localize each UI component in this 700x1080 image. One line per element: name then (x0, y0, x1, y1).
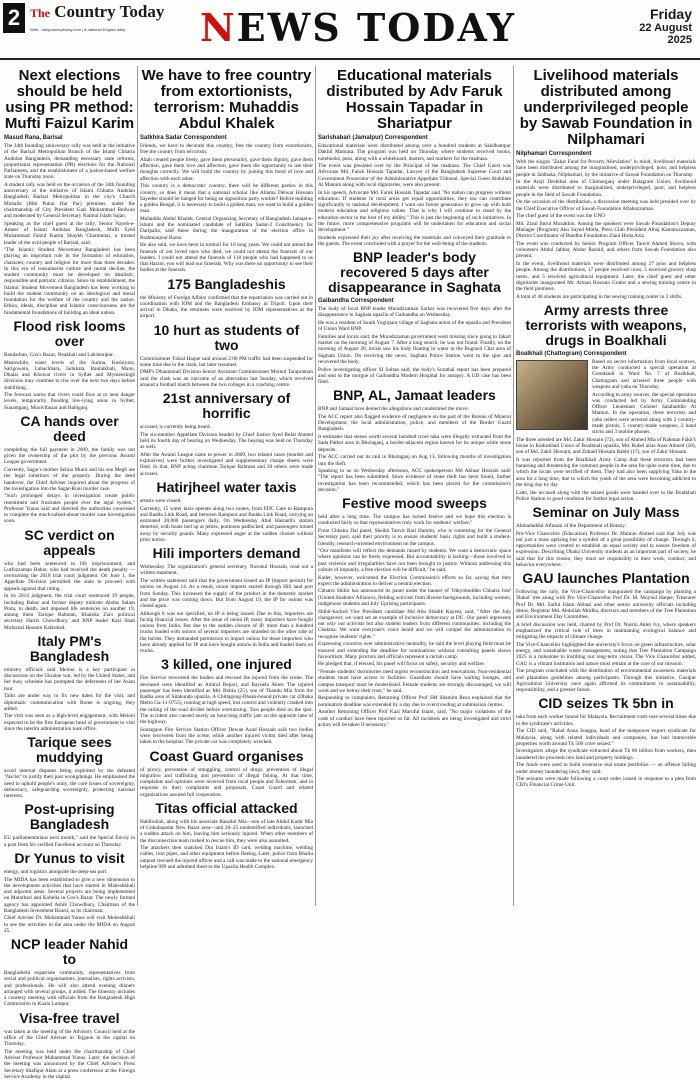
paragraph: The event was presided over by the Principal of the madrasa. The Chief Guest was Advocate Md. Faruk Hossain Tapadar, Lawyer of the Bangladesh Supreme Court and Government Prosecutor of the Administrative Appellate Tribunal. Special Guest Abdullah Al Mamun along with local dignitaries, were also present. (318, 163, 511, 188)
paragraph: A total of 40 students are participating in the sewing training center in 2 shifts. (516, 293, 683, 300)
paragraph: Families and locals said, the Muradzzaman government went missing since going to Jakart market on the morning of August 7. After a long search, he was not found. Finally, on the morning of August 28, locals saw his body floating in water in the Bugrasil Char area of Saghata Union. On receiving the news, Saghata Police Station went to the spot and recovered the body. (318, 333, 511, 365)
paragraph: "Female students' dormitories need urgent reconstruction and renovations. Non-residential students must have access to facilities. Guardians should have waiting lounges, and campus transport must be modernised. Female students are strongly discouraged, we will work and we betray their trust," he said. (318, 669, 511, 694)
headline: Visa-free travel (19, 1009, 120, 1026)
paragraph: Another Returning Officer Prof Kazi Maruful Islam, said, "No major violations of the code of conduct have been reported so far. All incidents are being investigated and strict action will be taken if necessary." (318, 709, 511, 728)
paragraph: The six-member Appellate Division headed by Chief Justice Syed Refat Ahmed held its fourth day of hearing on Wednesday. The hearing was held on Thursday as well. (140, 431, 313, 451)
article (140, 801, 313, 870)
paragraph: Chhatra Shibir has announced its panel under the banner of 'Oikyoboddho Chhatra Jote' (United Students' Alliance), fielding activists from diverse backgrounds, including women, indigenous students and July Uprising participants. (318, 588, 511, 607)
headline: CA hands over deed (20, 412, 119, 444)
article (4, 1011, 135, 1080)
paragraph: He also said, we have been in turmoil for 16 long years. We could not attend the funerals of our loved ones who died, we could not attend the funerals of our leaders. I could not attend the funerals of 118 people who had happened to us that Harzor, you will lead our funerals. Why was there no opportunity to see their bodies at the funerals. (140, 242, 313, 274)
headline: Hatirjheel water taxis (156, 478, 297, 495)
paragraph: The visit was seen as a high-level engagement, with Meloni expected to be the first European head of government to visit since the interim administration took office. (4, 713, 135, 732)
article (4, 634, 135, 732)
headline: Seminar on July Mass (532, 504, 680, 521)
paragraph: Talks are under way to fix new dates for the visit, and diplomatic communication with Rome is ongoing, they added. (4, 693, 135, 712)
paragraph: avoid internal disputes being exploited by the defeated "fascist" to justify their past wrongdoings. He emphasised the need to uphold people's unity, the core issues of sovereignty, democracy, safeguarding sovereignty, protecting national interests. (4, 768, 135, 800)
news-today-logo-initial: N (199, 5, 237, 50)
paragraph: The meeting was held under the chairmanship of Chief Adviser Professor Muhammad Yunus. Later, the decision of the meeting was announced by the Chief Adviser's Press Secretary Shafiqul Alam at a press conference at the Foreign Service Academy in the capital. (4, 1048, 135, 1080)
headline: 175 Bangladeshis (167, 275, 286, 292)
masthead (0, 0, 700, 60)
paragraph: Pro-Vice Chancellor (Education) Professor Dr. Mamun Ahmed said that July was not just a mass uprising but a symbol of a great possibility of change. Through it, opportunities were created to establish an equal society and to ensure freedom of expression. Describing Dhaka University students as an important part of society, he said that for this reason, they must act responsibly in their work, conduct, and behavior everywhere. (516, 530, 696, 568)
paragraph: It estimates that stones worth several hundred crore taka were illegally extracted from the Sada Pather area in Bholaganj, a border-adjacent region known for its unique white stone deposits. (318, 434, 511, 453)
paragraph: He was a resident of South Yogirpara village of Saghata union of the upazila and President of Union Ward BNP. (318, 320, 511, 333)
paragraph: Md. Ziaul Imrul Mozakkin. Among the speakers were Sawab Foundation's Deputy Manager (Program) Abu Sayed Molla, Press Club President Alhaj Kamaruzzaman, District Coordinator of Bandhu Foundation Ziaul Hoda Aziz. (516, 220, 696, 240)
paragraph: A brief discussion was held, chaired by Prof Dr. Nasrin Akter Ivy, where speakers emphasized the critical role of trees in maintaining ecological balance and mitigating the impacts of climate change. (516, 621, 696, 641)
column-2 (140, 66, 313, 906)
paragraph: Allah created people freely, gave them personality, gave them dignity, gave them affection, gave them love and affection, gave them the opportunity to use their thoughts correctly. We will build the country by joining this bond of love and affection with each other. (140, 156, 313, 182)
paragraph: According to army sources, the special operation was conducted led by Army Commanding Officer Lieutenant Colonel Salahuddin Al Mamun. In the operation, three terrorists and yaba sellers were arrested along with 2 country-made pistols, 5 country-made weapons, 2 hand sticks and 3 mobile phones. (592, 391, 696, 436)
article (140, 749, 313, 798)
paragraph: The CID said, "Rahal Anna Souppa, head of the manpower export syndicate for Malaysia, along with related individuals and companies, has had immovable properties worth around Tk 500 crore seized." (516, 728, 696, 747)
paragraph: completing the full payment in 2009, the family was not given the ownership of the plot by the previous Awami League government. (4, 446, 135, 466)
paragraph: energy, and logistics alongside the deep-sea port. (4, 868, 108, 875)
column-3 (318, 66, 511, 906)
paragraph: The ACC carried out its raid in Bholaganj on Aug 13, following months of investigation into the theft. (318, 454, 511, 467)
paragraph: In the event, livelihood materials were distributed among 27 poor and helpless people. Among the distributions, 17 people received cows, 5 received grocery shop items, and 5 received agricultural equipment. Later, the chief guest and other dignitaries inaugurated Mr. Arman Hossain Grains and a sewing training centre in the field premises. (516, 261, 696, 293)
paragraph: Commissioner Faisal Haque said around 2:00 PM traffic had been suspended for some time due to the clash, but later resumed. (140, 355, 313, 368)
paragraph: EU parliamentarians next month," said the Special Envoy in a post from his verified Facebook account on Thursday. (4, 835, 135, 848)
paragraph: Police investigating officer SI Sultan said, the body's Surathal report has been prepared and sent to the morgue of Gaibandha Modern Hospital for autopsy. A UD case has been filed. (318, 366, 511, 386)
paragraph: Wednesday. The organization's general secretary, Nurunul Hossain, read out a written statement. (140, 564, 313, 577)
article (4, 414, 135, 525)
paragraph: It was reported from the Boalkhali Army Camp that these terrorists had been harassing and threatening the common people in the area for quite some time, due to which the locals were terrified of them. They had also been supplying Yaba to the area for a long time, due to which the youth of the area were becoming addicted to the drug day by day. (516, 456, 696, 488)
article (140, 391, 313, 477)
paragraph: Sonargaon Fire Service Station Officer Dewan Azad Hossain said two bodies were recovered from the scene, while another injured victim died after being taken to the hospital. The private car was completely wrecked. (140, 726, 313, 746)
lead-headline: We have to free country from extortionists, terrorism: Muhaddis Abdul Khalek (141, 67, 312, 132)
paragraph: On the occasion of the distribution, a discussion meeting was held presided over by the Chief Executive Officer of Sawab Foundation Aftabuzzaman. (516, 199, 696, 212)
paragraph: Based on secret information from local sources, the Army conducted a special operation at Gomdandi in Ward No. 7 of Boalkhali, Chattogram and arrested three people with weapons and yaba on Thursday. (592, 358, 696, 390)
headline: Festive mood sweeps (342, 495, 487, 512)
paragraph: Investigators allege the syndicate extracted about Tk 80 billion from workers, then laundered the proceeds into land and property holdings. (516, 748, 696, 761)
paragraph: The 34th founding anniversary rally was held at the initiative of the Barisal Metropolitan Branch of the Islami Chhatra Andolan Bangladesh, demanding necessary state reforms, proportional representation (PR) elections for the National Parliament, and the establishment of a justice-based welfare state on Thursday noon. (4, 143, 135, 181)
page-number: 2 (3, 3, 25, 33)
paragraph: In his speech, Advocate Md. Faruk Hossain Tapadar said "No nation can progress without education. If students in rural areas get equal opportunities, they too can contribute significantly to national development. I want our future generation to grow up with both modern education and religious values. That is why I will continue to stand by the education sector to the best of my ability." This is just the beginning of such initiatives. In the future, more comprehensive programs will be undertaken for education and social development." (318, 189, 511, 234)
headline: SC verdict on appeals (24, 526, 115, 558)
article (140, 657, 313, 745)
headline: Tarique sees muddying (27, 734, 112, 766)
paragraph: was taken at the meeting of the Advisory Council held at the office of the Chief Adviser in Tejgaon in the capital on Thursday. (4, 1028, 135, 1048)
paragraph: Speaking as the chief guest at the rally, Senior Nayeb-e-Ameer of Islami Andolan Bangladesh, Mufti Syed Muhammad Faizul Karim Shaykh Charmonai, a trusted leader of the avid people of Barisal, said: (4, 220, 135, 246)
paragraph: of piracy, prevention of smuggling, control of drugs, prevention of illegal migration and trafficking and prevention of illegal fishing. At that time, complaints and opinions were received from local people and fishermen, and in response to their complaints and proposals, Coast Guard and related organizations assured full cooperation. (140, 766, 313, 798)
paragraph: Muhaddis Abdul Khalek, Central Organizing Secretary of Bangladesh Jamaat-e-Islami and the nominated candidate of Satkhira Sadar-2 Constituency for Daripalla, said these during the inauguration of the election office in Brahmanjoar Bazar. (140, 215, 313, 241)
paragraph: Kader, however, welcomed the Election Commission's efforts so far, saying that they expect the administration to deliver a neutral election. (318, 574, 511, 587)
paragraph: Meanwhile, water levels of the Surma, Kushiyara, Sarigowain, Lubachhara, Jadukata, Baulaikhali, Manu, Dhalai and Khowai rivers in Sylhet and Mymensingh divisions may continue to rise over the next two days before stabilising. (4, 359, 135, 391)
paragraph: The body of local BNP leader Muradzzaman Sarkar was recovered five days after the disappearance in Saghata upazila of Gaibandha on Wednesday. (318, 306, 511, 319)
headline: Coast Guard organises (149, 747, 304, 764)
paragraph: ministry officials said Meloni is a key participant in discussions on the Ukraine war, led by the United States, and her busy schedule has prompted the deferment of her Asian tour. (4, 666, 135, 692)
paragraph: Chief Adviser Dr. Muhammad Yunus will visit Moheshkhali to see the activities in the area under the MIDA on August 25. (4, 915, 135, 934)
paragraph: The written statement said that the government issued an IP (import permit) for onions on August 14. As a result, onion imports started through Hili land port from Sunday. This increased the supply of the product in the domestic market and the price was coming down. But from August 19, the IP for onions was closed again. (140, 578, 313, 610)
date-block (639, 6, 692, 46)
article (516, 68, 696, 300)
paragraph: held after a long time. The campus has turned festive and we hope this election is conducted fairly so that representatives truly work for students' welfare." (318, 514, 511, 527)
paragraph: The funds were used to build extensive real estate portfolios — an offence falling under money laundering laws, they said. (516, 762, 696, 775)
article (318, 388, 511, 493)
headline: Titas official attacked (155, 799, 298, 816)
headline: NCP leader Nahid to (10, 936, 129, 968)
issue-date-line2: 2025 (667, 34, 692, 46)
paragraph: The event was conducted by Senior Program Officer Tanvir Ahmed Shuvo, with volunteers Abdul Jabbar, Abdur Rashid, and others from Sawab Foundation also present. (516, 240, 696, 260)
headline: GAU launches Plantation (522, 570, 690, 587)
paragraph: arrests were closed. (140, 497, 182, 504)
country-today-tagline: Web : dailycountrytoday.com | A national English daily (30, 27, 126, 32)
paragraph: Expressing concerns over administrative neutrality, he said the level playing field must be ensured and extending the deadline for nominations without consulting panels shows favouritism. Many proctors and officials represent a certain camp. (318, 641, 511, 660)
article (4, 802, 135, 848)
column-divider (315, 66, 316, 906)
news-photo (516, 360, 588, 430)
lead-headline: Next elections should be held using PR method: Mufti Faizul Karim (4, 67, 135, 132)
paragraph: A student rally was held on the occasion of the 34th founding anniversary at the initiative of Islami Chhatra Andolan Bangladesh Barisal Metropolitan in the city's Church Mohalla (Bibi Pukur Har Par) premises, under the chairmanship of City President Gazi Mohammad Redwan and moderated by General Secretary Naimul Islam Sajan. (4, 181, 135, 220)
paragraph: Currently, 15 water taxis operate along two routes, from FDC Gate to Rampura and Badda Link Road, and between Rampura and Badda Link Road, carrying an estimated 20,000 passengers daily. On Wednesday Abul Hasnath's station deserted, with boats tied up at jetties, pontoons padlocked, and passengers turned away by security guards. Many expressed anger at the sudden closure without prior notice. (140, 505, 313, 543)
article (318, 68, 511, 247)
article (516, 303, 696, 502)
headline: Dr Yunus to visit (14, 849, 125, 866)
paragraph: Ahmaduddul Alfasani of the Department of Botany. (516, 523, 626, 530)
paragraph: Later, the accused along with the seized goods were handed over to the Boalkhali Police Station in good condition for further legal action. (516, 489, 696, 502)
byline: Sarishabari (Jamalpur) Correspondent (318, 135, 428, 141)
paragraph: The MIDA has been established to give a new dimension to the development activities that have started in Maheshkhali and adjacent areas. Several projects are being implemented on Matarbari and Kohelia in Cox's Bazar. The newly formed agency has appointed Ashik Chowdhury, Chairman of the Bangladesh Investment Board, as its chairman. (4, 876, 135, 914)
paragraph: The ACC report also flagged evidence of negligence on the part of the Bureau of Mineral Development, the local administration, police, and members of the Border Guard Bangladesh. (318, 413, 511, 433)
paragraph: Friends, we have to decorate this country, free the country from extortionists, free the country from terrorism. (140, 143, 313, 156)
article (140, 323, 313, 389)
paragraph: With the slogan "Zakat Fund for Poverty Alleviation" in mind, livelihood materials have been distributed among the marginalised, underprivileged, poor, and helpless people in Jaldhaka, Nilphamari, by the initiative of Sawab Foundation on Thursday. (516, 159, 696, 178)
paragraph: The three arrested are Md. Zakir Hossain (72), son of Ahmed Mia of Rahman Fakir's house in Kadurkhali Union of Boalkhali upazila, Md. Rubel alias Anas Ahmed (28), son of Md. Zakir Hossain, and Zubaid Hossain Rabbi (17), son of Zakir Hossain. (516, 436, 696, 456)
article (516, 505, 696, 568)
lead-headline: Educational materials distributed by Adv Faruk Hossain Tapadar in Shariatpur (326, 67, 503, 132)
article (4, 319, 135, 411)
paragraph: Educational materials were distributed among over a hundred students at Sakdhampur Dakhil Madrasa. The program was held on Thursday where students received books, notebooks, pens, along with a whiteboard, dusters, and markers for the madrasa. (318, 143, 511, 162)
paragraph: Students expressed their joy after receiving the materials and conveyed their gratitude to the guests. The event concluded with a prayer for the well-being of the students. (318, 234, 511, 247)
paragraph: From Chhatra Dal panel, Sheikh Tanvir Bari Hamim, who is contesting for the General Secretary post, said their priority is to ensure students' basic rights and build a student-friendly, research-oriented environment on the campus. (318, 528, 511, 547)
column-4 (516, 66, 696, 906)
paragraph: Currently, Sagar's mother Selina Munir and his son Megh are the legal inheritors of the property. During the deed handover, the Chief Adviser inquired about the progress of the investigation into the Sagar-Runi murder case. (4, 467, 135, 492)
paragraph: He pledged that, if elected, his panel will focus on safety, security and welfare. (318, 661, 485, 668)
paragraph: "Our manifesto will reflect the demands raised by students. We want a democratic space where opinions can be freely expressed. But accountability is lacking—those involved in past violence and irregularities have not been brought to justice. Without addressing this culture of impunity, a free election will be difficult," he said. (318, 548, 511, 573)
headline: 3 killed, one injured (161, 656, 292, 673)
paragraph: Bandarban, Cox's Bazar, Noakhali and Lakshmipur. (4, 351, 114, 358)
paragraph: Following the rally, the Vice-Chancellor inaugurated the campaign by planting a 'Bakul' tree along with Pro Vice-Chancellor Prof Dr. M. Moynul Haque, Treasurer Prof Dr. Md. Saiful Islam Abbasi and other senior university officials including deans, Registrar Md. Abdullah Mridha, directors and members of the Tree Plantation and Environment Day Committee. (516, 589, 696, 621)
article (318, 496, 511, 728)
article (516, 696, 696, 788)
paragraph: Speaking to us on Wednesday afternoon, ACC spokesperson Md Akhtar Hossain said: "The report has been submitted. Since evidence of stone theft has been found, further investigation has been recommended, which has been placed for the commission's decision." (318, 468, 511, 493)
article (4, 735, 135, 799)
byline: Boalkhali (Chattogram) Correspondent (516, 350, 627, 357)
news-today-logo (168, 7, 548, 49)
column-divider (137, 66, 138, 906)
article (140, 68, 313, 274)
paragraph: accused, is currently being heard. (140, 424, 211, 431)
headline: Hili importers demand (152, 545, 301, 562)
headline: Army arrests three terrorists with weapons, drugs in Boalkhali (525, 301, 687, 348)
country-today-logo (30, 2, 164, 22)
article (4, 528, 135, 631)
headline: Flood risk looms over (13, 317, 126, 349)
paragraph: Although it was not specified, no IP is being issued. Due to this, importers are facing financial losses. After the issue of onion IP, many importers have bought onions from India. But due to the sudden closure of IP, more than a hundred trucks loaded with onions of several importers are stranded on the other side of the border. They demanded permission to import onions for those importers who have already applied for IP and have bought onions in India and loaded them on trucks. (140, 610, 313, 655)
paragraph: The attackers then snatched Din Islam's ID card, welding machine, welding cables, iron pipes, and other equipment before fleeing. Later, police from Bhaliu outpost rescued the injured officer and a call was made to the national emergency helpline 999 and admitted them to the Upazila Health Complex. (140, 845, 313, 870)
paragraph: Shibir-backed Vice President candidate Md Abu Shadik Kayem, said, "After the July changeover, we want set an example of inclusive democracy at DU. Our panel represents not only our activists but also student leaders from different communities, including the Chakma. We want everyone's voice heard and we will compel the administration to recognise students' rights." (318, 608, 511, 640)
headline: Italy PM's Bangladesh (29, 632, 110, 664)
byline: Nilphamari Correspondent (516, 151, 592, 157)
paragraph: After the Awami League came to power in 2009, two related cases (murder and explosives) were further investigated and supplementary charge sheets were filed. In that, BNP acting chairman Tarique Rahman and 30 others were made accused. (140, 451, 313, 477)
paragraph: Responding to complaints, Returning Officer Prof SM Shamim Reza explained that the nomination deadline was extended by a day due to overcrowding at submission centres. (318, 695, 511, 708)
issue-day: Friday (649, 6, 692, 22)
lead-headline: Livelihood materials distributed among underprivileged people by Sawab Foundation in Nilphamari (519, 67, 693, 148)
byline: Masud Rana, Barisal (4, 135, 63, 141)
headline: Post-uprising Bangladesh (24, 801, 115, 833)
article (4, 937, 135, 1008)
article (516, 571, 696, 693)
article (4, 851, 135, 934)
headline: BNP leader's body recovered 5 days after disappearance in Saghata (328, 249, 501, 296)
headline: 10 hurt as students of two (153, 321, 300, 353)
paragraph: In its 2014 judgment, the trial court sentenced 19 people, including Babar and former deputy minister Abdus Salam Pintu, to death, and imposed life sentences on another 19, among them Tarique Rahman, Khaleda Zia's political secretary Harris Chowdhury, and BNP leader Kazi Shah Mofazzal Hossain Kaikobad. (4, 593, 135, 631)
column-divider (513, 66, 514, 906)
column-1 (4, 66, 135, 1080)
paragraph: The Vice-Chancellor highlighted the university's focus on green infrastructure, solar energy, and sustainable waste management, noting that Tree Plantation Campaign 2025 is a milestone to instilling our long-term vision. The Vice Chancellor added, GAU is a vibrant institution and nature must remain at the core of our mission. (516, 641, 696, 667)
paragraph: The forecast warns that rivers could flow at or near danger levels, temporarily flooding low-lying areas in Sylhet, Sunamganj, Moulvibazar and Habiganj. (4, 392, 135, 411)
article (140, 277, 313, 320)
article (318, 250, 511, 385)
paragraph: Bangladeshi expatriate community, representatives from social and political organisations, journalists, rights activists, and professionals. He will also attend evening dinners arranged with several groups, it added. The itinerary includes a courtesy meeting with officials from the Bangladesh High Commission in Kuala Lumpur. (4, 970, 135, 1008)
paragraph: the Ministry of Foreign Affairs confirmed that the repatriation was carried out in coordination with IOM and the Bangladesh Embassy in Tripoli. Upon their arrival in Dhaka, the returnees were received by IOM representatives at the airport. (140, 294, 313, 320)
headline: BNP, AL, Jamaat leaders (333, 387, 496, 404)
article (140, 480, 313, 543)
paragraph: BNP and Jamaat have denied the allegations and condemned the move. (318, 406, 469, 413)
country-today-logo-name: Country Today (54, 2, 165, 21)
headline: CID seizes Tk 5bn in (538, 695, 674, 712)
paragraph: The seizures were made following a court order issued in response to a plea from CID's Financial Crime Unit. (516, 776, 696, 789)
country-today-logo-the: The (30, 6, 51, 20)
paragraph: "The Islamic Student Movement Bangladesh has been playing an important role in the formation of education, character, country and religion for more than three decades. In this era of consumerist culture and moral decline, the student community must be developed on idealistic, responsible and patriotic citizens. Since its establishment, the Islamic Student Movement Bangladesh has been working to build the student community on an ideological and moral foundation for the welfare of the country and the nation. Ethics, ideals, discipline and Islamic consciousness are the fundamental foundations of building an ideal nation. (4, 247, 135, 316)
headline: 21st anniversary of horrific (162, 390, 291, 422)
paragraph: The chief guest of the event was the UNO (516, 213, 606, 220)
issue-date-line1: 22 August (639, 22, 692, 34)
paragraph: who had been sentenced to life imprisonment, and Lutfozzaman Babar, who had received the death penalty — overturning the 2018 trial court judgment. On June 1, the Appellate Division permitted the state to proceed with appeals against that ruling. (4, 560, 135, 592)
article (4, 68, 135, 316)
paragraph: This country is a democratic country, there will be different parties in this country, so does it mean that a national scholar like Allama Delwar Hossain Sayedee should be hanged for being an opposition party worker? Before building a golden Bengal, it is necessary to build a golden man, we want to build a golden man. (140, 183, 313, 215)
paragraph: taka from each worker bound for Malaysia. Recruitment costs rose several times due to the syndicate's activities. (516, 714, 696, 727)
paragraph: In the Atoji Deshibai area of Chimarganj under Balagram Union, livelihood materials were distributed to marginalised, underprivileged, poor, and helpless people in the field of Sawab Foundation. (516, 179, 696, 198)
news-today-logo-rest: EWS TODAY (236, 5, 517, 50)
paragraph: Fire Service recovered the bodies and rescued the injured from the scene. The deceased were identified as Amirul Bepari, and Rayuela Akter. The injured passenger has been identified as Md. Robin (25), son of Thandu Mia from the Radha area of Sitakunda upazila. A Chittagong-Dhaka-bound private car (Dhaka Metro Ga-11-9755), running at high speed, lost control and violently crashed into the railing of the road divider before overturning. Two people died on the spot. The accident also caused nearly an hour-long traffic jam on the opposite lane of the highway. (140, 675, 313, 726)
paragraph: DMP's Dhanmondi Division Senior Assistant Commissioner Moinul Tarapraman said the clash was an outcome of an altercation last Sunday, which revolved around a football match between the two colleges in a coaching centre. (140, 369, 313, 388)
paragraph: The program concluded with the distribution of environmental awareness materials and plantation guidelines among participants. Through this initiative, Gazipur Agricultural University once again affirmed its commitment to sustainability, responsibility, and a greener future. (516, 668, 696, 694)
article (140, 546, 313, 654)
paragraph: "Such prolonged delays in investigation create public resentment and frustrates people over the legal system," Professor Yunus said and directed the authorities concerned to complete the much-talked-about murder case investigation soon. (4, 493, 135, 525)
byline: Gaibandha Correspondent (318, 298, 394, 305)
byline: Satkhira Sadar Correspondent (140, 135, 227, 141)
paragraph: Habibullah, along with his associate Rasadul Mia—son of late Abdul Kadir Mia of Gokulnandar New Bazar area—and 20–25 unidentified individuals, launched a sudden attack on him, leaving him seriously injured. When other members of the disconnection team rushed to rescue him, they were also assaulted. (140, 818, 313, 844)
